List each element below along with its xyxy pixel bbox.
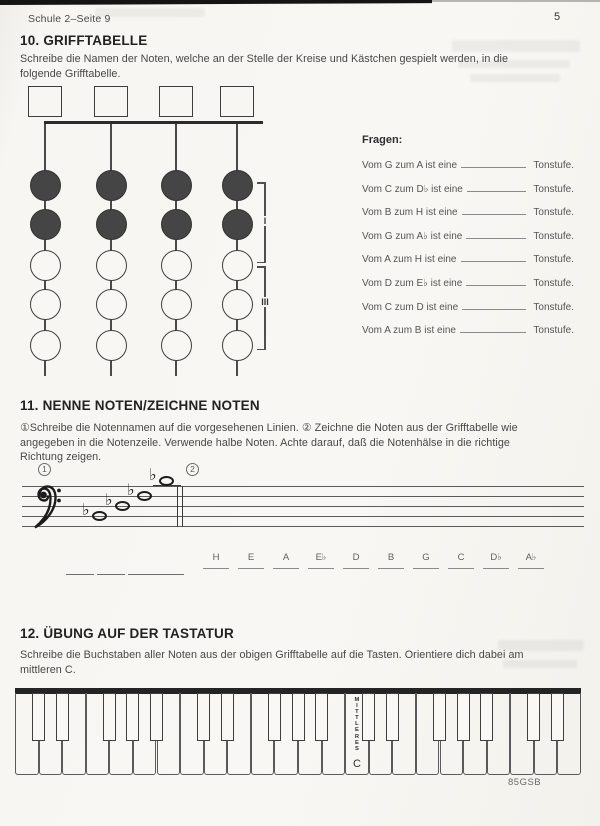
note-name-blank <box>66 564 94 575</box>
note-name-label: A <box>282 552 290 563</box>
frage-row <box>362 228 574 242</box>
frage-row <box>362 157 574 171</box>
frage-suffix: Tonstufe. <box>533 160 574 171</box>
frage-prefix: Vom C zum D♭ ist eine <box>362 183 463 195</box>
fragen-list <box>362 157 574 336</box>
whole-note <box>159 476 174 486</box>
black-key <box>386 693 399 741</box>
black-key <box>457 693 470 741</box>
section10-title: 10. GRIFFTABELLE <box>20 33 148 48</box>
note-name-underline <box>203 557 229 569</box>
frage-answer-blank <box>467 181 527 192</box>
black-key <box>103 693 116 741</box>
page-number: 5 <box>554 11 561 23</box>
intro-line: Schreibe die Buchstaben aller Noten aus der obigen Grifftabelle auf die Tasten. Orientiere dich dabei am <box>20 649 524 661</box>
intro-line: Schreibe die Namen der Noten, welche an der Stelle der Kreise und Kästchen gespielt werden, in die <box>20 53 509 65</box>
section12-title: 12. ÜBUNG AUF DER TASTATUR <box>20 626 234 641</box>
valve-circle-filled <box>96 170 127 201</box>
frage-answer-blank <box>462 204 527 215</box>
frage-answer-blank <box>461 157 526 168</box>
intro-line: ①Schreibe die Notennamen auf die vorgesehenen Linien. ② Zeichne die Noten aus der Grifftabelle wie <box>20 422 518 434</box>
valve-circle-open <box>96 330 127 361</box>
note-name-underline <box>378 557 404 569</box>
intro-line: mittleren C. <box>20 663 76 676</box>
black-key <box>221 693 234 741</box>
note-name-underline <box>238 557 264 569</box>
note-name-label: C <box>457 552 465 563</box>
frage-prefix: Vom C zum D ist eine <box>362 301 459 313</box>
bracket-tick <box>257 266 265 268</box>
black-key <box>56 693 69 741</box>
intro-line: Richtung zeigen. <box>20 451 102 463</box>
section11-intro <box>20 421 585 465</box>
staff-line <box>22 486 584 487</box>
valve-circle-open <box>96 289 127 320</box>
valve-circle-open <box>30 289 61 320</box>
footer-code: 85GSB <box>508 777 542 788</box>
frage-suffix: Tonstufe. <box>533 183 574 195</box>
note-name-underline <box>448 557 474 569</box>
valve-square <box>220 86 254 117</box>
valve-square <box>28 86 62 117</box>
valve-circle-open <box>222 330 253 361</box>
staff-line <box>22 526 584 527</box>
valve-circle-filled <box>30 170 61 201</box>
valve-circle-open <box>30 330 61 361</box>
valve-circle-filled <box>30 209 61 240</box>
note-name-underline <box>483 557 509 569</box>
frage-answer-blank <box>466 275 526 286</box>
frage-suffix: Tonstufe. <box>533 254 574 266</box>
valve-square <box>159 86 193 117</box>
note-name-label: D <box>352 552 360 563</box>
frage-suffix: Tonstufe. <box>533 230 574 242</box>
note-name-label: E♭ <box>315 552 327 563</box>
whole-note <box>115 501 130 511</box>
frage-prefix: Vom B zum H ist eine <box>362 207 458 219</box>
black-key <box>268 693 281 741</box>
scan-black-strip <box>0 0 432 5</box>
note-name-label: A♭ <box>525 552 537 563</box>
valve-circle-open <box>161 289 192 320</box>
frage-row <box>362 204 574 218</box>
valve-circle-open <box>30 250 61 281</box>
section12-intro <box>20 648 585 677</box>
frage-row <box>362 251 574 265</box>
fragen-heading: Fragen: <box>362 134 403 146</box>
middle-c-vertical-label: M I T T L E R E S <box>354 697 360 752</box>
note-name-label: D♭ <box>490 552 502 563</box>
frage-suffix: Tonstufe. <box>533 277 574 289</box>
black-key <box>126 693 139 741</box>
black-key <box>480 693 493 741</box>
valve-circle-open <box>161 330 192 361</box>
frage-answer-blank <box>462 299 526 310</box>
fingering-chart <box>28 86 280 380</box>
valve-circle-open <box>222 289 253 320</box>
middle-c-letter: C <box>352 758 361 770</box>
frage-answer-blank <box>466 228 526 239</box>
whole-note <box>137 491 152 501</box>
bracket-tick <box>257 182 265 184</box>
double-barline <box>182 486 183 527</box>
note-name-blank <box>97 564 125 575</box>
note-name-underline <box>413 557 439 569</box>
black-key <box>315 693 328 741</box>
frage-prefix: Vom A zum B ist eine <box>362 325 456 337</box>
black-key <box>433 693 446 741</box>
valve-circle-filled <box>222 170 253 201</box>
valve-circle-filled <box>96 209 127 240</box>
flat-accidental: ♭ <box>105 490 113 509</box>
whole-note <box>92 511 107 521</box>
note-name-blank <box>128 564 156 575</box>
bracket-label: III <box>256 297 274 307</box>
note-name-label: G <box>422 552 430 563</box>
valve-circle-filled <box>222 209 253 240</box>
frage-prefix: Vom G zum A ist eine <box>362 160 458 171</box>
note-name-underline <box>343 557 369 569</box>
frage-row <box>362 275 574 289</box>
frage-row <box>362 322 574 336</box>
bracket-tick <box>257 349 265 351</box>
note-name-underline <box>518 557 544 569</box>
double-barline <box>177 486 178 527</box>
section11-title: 11. NENNE NOTEN/ZEICHNE NOTEN <box>20 398 260 413</box>
intro-line: folgende Grifftabelle. <box>20 67 121 80</box>
note-name-label: H <box>212 552 220 563</box>
frage-prefix: Vom G zum A♭ ist eine <box>362 230 463 242</box>
flat-accidental: ♭ <box>149 465 157 484</box>
valve-connector-bar <box>44 121 263 124</box>
black-key <box>527 693 540 741</box>
step-marker: 2 <box>186 463 199 476</box>
frage-suffix: Tonstufe. <box>533 301 574 313</box>
note-name-underline <box>308 557 334 569</box>
bracket-label: I <box>260 216 270 226</box>
note-name-blank <box>156 564 184 575</box>
note-name-label: B <box>387 552 395 563</box>
black-key <box>32 693 45 741</box>
frage-suffix: Tonstufe. <box>533 207 574 219</box>
fragen-block <box>362 134 574 346</box>
black-key <box>197 693 210 741</box>
bass-clef-icon <box>32 481 62 531</box>
bracket-spine <box>264 266 266 350</box>
frage-answer-blank <box>460 322 526 333</box>
header-left: Schule 2–Seite 9 <box>28 13 111 25</box>
black-key <box>292 693 305 741</box>
black-key <box>150 693 163 741</box>
valve-circle-filled <box>161 209 192 240</box>
bleed-artifact <box>95 8 205 17</box>
note-name-label: E <box>247 552 255 563</box>
black-key <box>551 693 564 741</box>
bleed-artifact <box>452 40 580 52</box>
valve-circle-open <box>161 250 192 281</box>
valve-circle-open <box>222 250 253 281</box>
frage-row <box>362 299 574 313</box>
section10-intro <box>20 52 580 81</box>
frage-answer-blank <box>461 251 527 262</box>
frage-prefix: Vom D zum E♭ ist eine <box>362 277 463 289</box>
flat-accidental: ♭ <box>127 480 135 499</box>
valve-circle-filled <box>161 170 192 201</box>
frage-suffix: Tonstufe. <box>533 325 574 337</box>
valve-square <box>94 86 128 117</box>
flat-accidental: ♭ <box>82 500 90 519</box>
bracket-tick <box>257 262 265 264</box>
intro-line: angegeben in die Notenzeile. Verwende halbe Noten. Achte darauf, daß die Notenhälse in die richtige <box>20 436 510 449</box>
frage-prefix: Vom A zum H ist eine <box>362 254 457 266</box>
piano-keyboard <box>15 688 581 775</box>
note-name-underline <box>273 557 299 569</box>
valve-circle-open <box>96 250 127 281</box>
step-marker: 1 <box>38 463 51 476</box>
frage-row <box>362 181 574 195</box>
